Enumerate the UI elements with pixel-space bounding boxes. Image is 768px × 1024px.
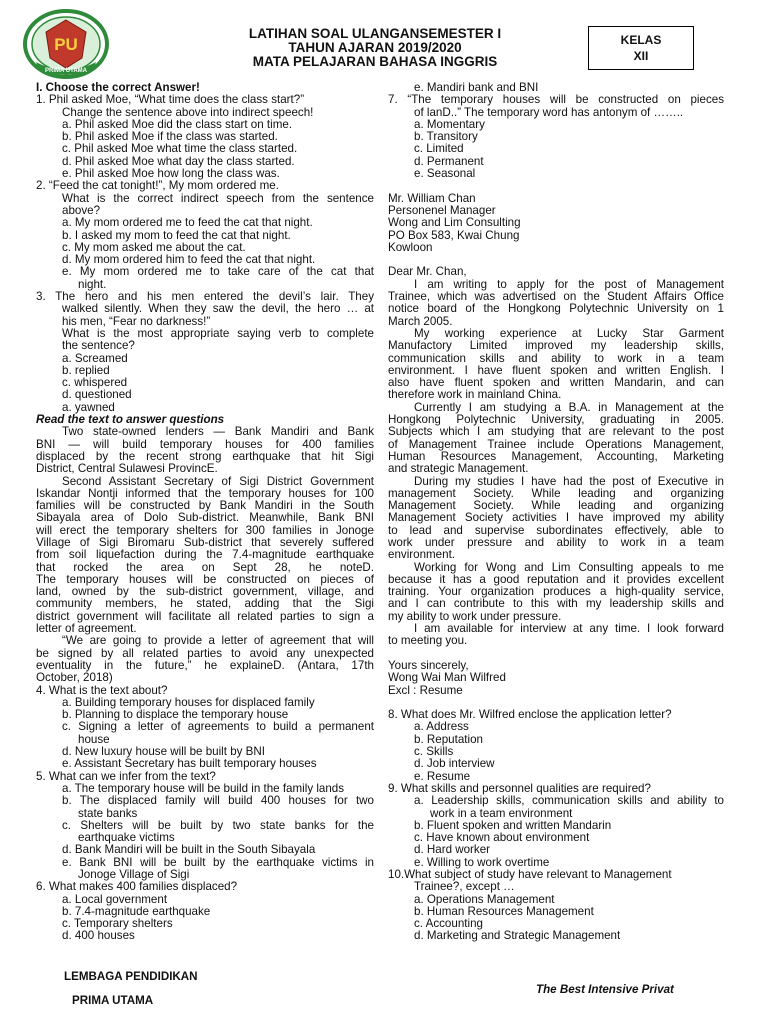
text-line: Two state-owned lenders — Bank Mandiri and Bank [62, 425, 374, 439]
text-line: work in a team environment [430, 806, 573, 820]
footer-institution-line-1: LEMBAGA PENDIDIKAN [64, 970, 198, 983]
text-line: d. questioned [62, 388, 132, 402]
text-line: b. The displaced family will build 400 houses for two [62, 794, 374, 808]
text-line: c. Temporary shelters [62, 917, 173, 931]
text-line: 7. “The temporary houses will be constructed on pieces [388, 93, 724, 107]
text-line: Human Resources Management, Accounting, Marketing [388, 449, 724, 463]
text-line: e. Assistant Secretary has built temporary houses [62, 757, 317, 771]
text-line: b. Fluent spoken and written Mandarin [414, 818, 612, 832]
text-line: District, Central Sulawesi ProvincE. [36, 462, 218, 476]
footer-institution-line-2: PRIMA UTAMA [72, 994, 154, 1007]
text-line: c. Have known about environment [414, 831, 590, 845]
left-column [36, 82, 374, 943]
text-line: 2. “Feed the cat tonight!”, My mom ordered me. [36, 179, 279, 193]
text-line: c. Limited [414, 142, 464, 156]
text-line: a. Address [414, 720, 469, 734]
text-line: b. Transitory [414, 130, 478, 144]
text-line: I am writing to apply for the post of Management [414, 277, 724, 291]
logo-text: PU [54, 35, 78, 54]
text-line: d. Phil asked Moe what day the class started. [62, 154, 295, 168]
text-line: to lead and supervise subordinates effectively, able to [388, 523, 724, 537]
text-line: of Management Trainee include Operations Management, [388, 437, 724, 451]
text-line: a. My mom ordered me to feed the cat that night. [62, 216, 313, 230]
text-line: “We are going to provide a letter of agreement that will [62, 634, 374, 648]
text-line: Trainee?, except … [414, 880, 515, 894]
text-line: Kowloon [388, 240, 433, 254]
text-line: b. I asked my mom to feed the cat that night. [62, 228, 291, 242]
text-line: e. Bank BNI will be built by the earthquake victims in [62, 855, 374, 869]
text-line: night. [78, 277, 107, 291]
text-line: e. My mom ordered me to take care of the cat that [62, 265, 374, 279]
text-line: state banks [78, 806, 138, 820]
text-line: district government will facilitate all related parties to sign a [36, 609, 374, 623]
text-line: a. yawned [62, 400, 115, 414]
text-line: 8. What does Mr. Wilfred enclose the application letter? [388, 708, 672, 722]
text-line: a. Leadership skills, communication skills and ability to [414, 794, 724, 808]
text-line: of lanD..” The temporary word has antonym of …….. [414, 105, 684, 119]
text-line: During my studies I have had the post of Executive in [414, 474, 724, 488]
text-line: Wong Wai Man Wilfred [388, 671, 506, 685]
text-line: environment. I have fluent spoken and written English. I [388, 363, 724, 377]
text-line: c. Phil asked Moe what time the class started. [62, 142, 298, 156]
text-line: a. Building temporary houses for displaced family [62, 695, 315, 709]
text-line: house [78, 732, 110, 746]
text-line: a. Local government [62, 892, 168, 906]
text-line: I am available for interview at any time. I look forward [414, 622, 724, 636]
text-line: d. Permanent [414, 154, 484, 168]
text-line: c. Signing a letter of agreements to build a permanent [62, 720, 374, 734]
text-line: e. Mandiri bank and BNI [414, 81, 539, 94]
text-line: What is the correct indirect speech from the sentence [62, 191, 374, 205]
title-line-2: TAHUN AJARAN 2019/2020 [288, 40, 462, 55]
text-line: the sentence? [62, 339, 135, 353]
text-line: my ability to work under pressure. [388, 609, 562, 623]
text-line: a. Phil asked Moe did the class start on time. [62, 117, 293, 131]
text-line: 4. What is the text about? [36, 683, 168, 697]
text-line: a. Screamed [62, 351, 128, 365]
text-line: Personenel Manager [388, 203, 496, 217]
text-line: land, owned by the sub-district government, village, and [36, 585, 374, 599]
text-line: a. The temporary house will be build in the family lands [62, 781, 345, 795]
text-line: BNI — will build temporary houses for 400 families [36, 437, 374, 451]
text-line: will erect the temporary shelters for 300 families in Jonoge [36, 523, 374, 537]
text-line: training. Your organization produces a high-quality service, [388, 585, 724, 599]
text-line: What is the most appropriate saying verb to complete [62, 326, 374, 340]
text-line: Jonoge Village of Sigi [78, 868, 190, 881]
text-line: Subjects which I am studying that are relevant to the post [388, 425, 724, 439]
text-line: Read the text to answer questions [36, 413, 225, 427]
text-line: walked silently. When they saw the devil, the hero … at [62, 302, 374, 316]
text-line: e. Seasonal [414, 167, 476, 181]
text-line: Working for Wong and Lim Consulting appeals to me [414, 560, 724, 574]
text-line: management Society. While leading and organizing [388, 486, 724, 500]
text-line: to meeting you. [388, 634, 468, 648]
text-line: d. Marketing and Strategic Management [414, 929, 621, 943]
text-line: families will be constructed by Bank Mandiri in the South [36, 499, 374, 513]
text-line: therefore work in mainland China. [388, 388, 562, 402]
text-line: d. New luxury house will be built by BNI [62, 745, 265, 759]
class-box [588, 26, 694, 70]
text-line: earthquake victims [78, 831, 175, 845]
text-line: b. Phil asked Moe if the class was started. [62, 130, 278, 144]
text-line: letter of agreement. [36, 622, 137, 636]
text-line: Management Society activities I have improved my ability [388, 511, 724, 525]
text-line: 10.What subject of study have relevant to Management [388, 868, 672, 881]
text-line: work under pressure and ability to work in a team [388, 535, 724, 549]
text-line: be signed by all related parties to avoid any unexpected [36, 646, 374, 660]
text-line: Trainee, which was advertised on the Student Affairs Office [388, 290, 724, 304]
text-line: e. Resume [414, 769, 471, 783]
text-line: eventuality in the future,” he explaineD. (Antara, 17th [36, 658, 374, 672]
text-line: Manufactory Limited improved my leadership skills, [388, 339, 724, 353]
text-line: Village of Sigi Biromaru Sub-district that severely suffered [36, 535, 374, 549]
text-line: community members, he stated, adding that the Sigi [36, 597, 374, 611]
text-line: Management Society. While leading and organizing [388, 499, 724, 513]
text-line: b. Planning to displace the temporary house [62, 708, 289, 722]
text-line: c. Skills [414, 745, 454, 759]
text-line: notice board of the Hongkong Polytechnic University on 1 [388, 302, 724, 316]
text-line: Yours sincerely, [388, 658, 469, 672]
text-line: because it has a good reputation and it provides excellent [388, 572, 724, 586]
text-line: communication skills and ability to work in a team [388, 351, 724, 365]
title-line-1: LATIHAN SOAL ULANGANSEMESTER I [248, 26, 502, 41]
text-line: that rocked the area on Sept 28, he noteD. [36, 560, 374, 574]
text-line: c. Shelters will be built by two state banks for the [62, 818, 374, 832]
text-line: d. Bank Mandiri will be built in the South Sibayala [62, 843, 316, 857]
text-line: e. Phil asked Moe how long the class was. [62, 167, 280, 181]
text-line: d. Job interview [414, 757, 495, 771]
text-line: c. My mom asked me about the cat. [62, 240, 246, 254]
text-line: his men, “Fear no darkness!” [62, 314, 211, 328]
text-line: I. Choose the correct Answer! [36, 81, 200, 94]
text-line [388, 180, 724, 192]
text-line: b. replied [62, 363, 110, 377]
text-line: October, 2018) [36, 671, 113, 685]
text-line: d. 400 houses [62, 929, 135, 943]
text-line: Wong and Lim Consulting [388, 216, 521, 230]
text-line: a. Operations Management [414, 892, 555, 906]
text-line: a. Momentary [414, 117, 485, 131]
text-line: also have fluent spoken and written Mandarin, and can [388, 376, 724, 390]
text-line: above? [62, 203, 101, 217]
text-line: Hongkong Polytechnic University, graduating in 2005. [388, 413, 724, 427]
text-line: displaced by the recent strong earthquake that hit Sigi [36, 449, 374, 463]
text-line: e. Willing to work overtime [414, 855, 550, 869]
text-line: PO Box 583, Kwai Chung [388, 228, 520, 242]
text-line: 3. The hero and his men entered the devil’s lair. They [36, 290, 374, 304]
footer-tagline: The Best Intensive Privat [536, 983, 674, 996]
text-line: Currently I am studying a B.A. in Management at the [414, 400, 724, 414]
text-line: March 2005. [388, 314, 453, 328]
title-line-3: MATA PELAJARAN BAHASA INGGRIS [252, 54, 498, 69]
logo-caption: PRIMA UTAMA [45, 68, 87, 74]
class-value: XII [633, 49, 649, 63]
text-line: d. My mom ordered him to feed the cat that night. [62, 253, 316, 267]
right-column [388, 82, 724, 943]
text-line: Sibayala area of Dolo Sub-district. Meanwhile, Bank BNI [36, 511, 374, 525]
text-line: Change the sentence above into indirect speech! [62, 105, 314, 119]
text-line: and I can contribute to this with my leadership skills and [388, 597, 724, 611]
text-line: c. Accounting [414, 917, 483, 931]
text-line: and strategic Management. [388, 462, 529, 476]
text-line: environment. [388, 548, 456, 562]
text-line: The temporary houses will be constructed on pieces of [36, 572, 374, 586]
text-line: Iskandar Nontji informed that the temporary houses for 100 [36, 486, 374, 500]
school-logo [22, 8, 110, 80]
text-line: b. Reputation [414, 732, 483, 746]
text-line: c. whispered [62, 376, 128, 390]
text-line: 6. What makes 400 families displaced? [36, 880, 238, 894]
text-line: b. 7.4-magnitude earthquake [62, 904, 211, 918]
text-line: 9. What skills and personnel qualities are required? [388, 781, 651, 795]
text-line: Excl : Resume [388, 683, 463, 697]
text-line: Mr. William Chan [388, 191, 476, 205]
text-line: Dear Mr. Chan, [388, 265, 467, 279]
text-line: from soil liquefaction during the 7.4-magnitude earthquake [36, 548, 374, 562]
text-line: Second Assistant Secretary of Sigi District Government [62, 474, 374, 488]
text-line: 1. Phil asked Moe, “What time does the class start?” [36, 93, 305, 107]
text-line: d. Hard worker [414, 843, 491, 857]
class-label: KELAS [620, 33, 662, 47]
text-line: b. Human Resources Management [414, 904, 594, 918]
text-line: 5. What can we infer from the text? [36, 769, 216, 783]
text-line: My working experience at Lucky Star Garment [414, 326, 724, 340]
